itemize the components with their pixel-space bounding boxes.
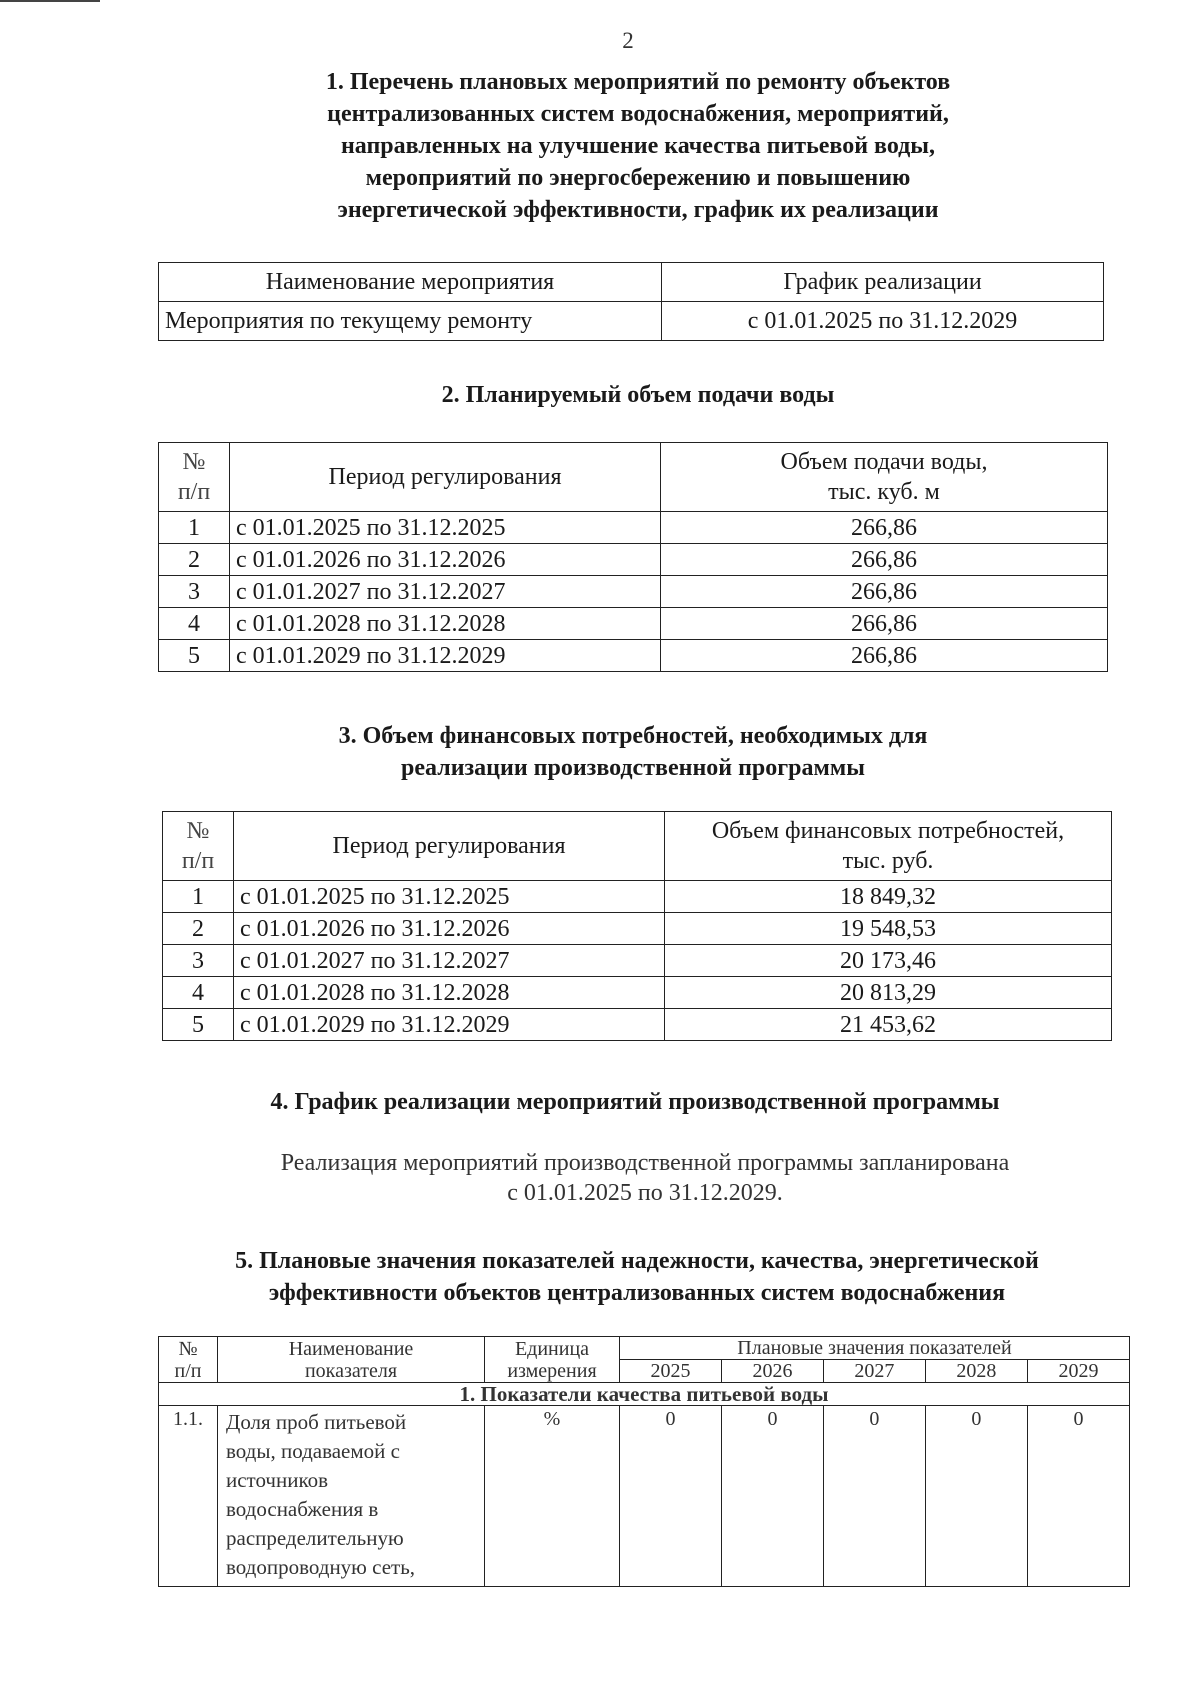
header-line: п/п (177, 479, 211, 505)
unit-cell: % (485, 1406, 620, 1587)
table-header-row (159, 443, 1108, 512)
section-1-title-line: централизованных систем водоснабжения, мероприятий, (327, 101, 949, 127)
column-header-indicator-name (218, 1337, 485, 1383)
volume-cell: 266,86 (661, 576, 1108, 608)
row-number-cell: 3 (159, 576, 230, 608)
table-row (163, 977, 1112, 1009)
section-3-title-line: реализации производственной программы (401, 755, 865, 781)
row-number-cell: 1 (159, 512, 230, 544)
indicator-name-line: Доля проб питьевой (226, 1410, 407, 1434)
header-line: Объем финансовых потребностей, (711, 818, 1065, 844)
indicator-name-cell (218, 1406, 485, 1587)
page-number: 2 (622, 28, 634, 53)
period-cell: с 01.01.2028 по 31.12.2028 (234, 977, 665, 1009)
column-header-number (163, 812, 234, 881)
year-header: 2026 (721, 1360, 823, 1383)
row-number-cell: 4 (159, 608, 230, 640)
table-row (159, 640, 1108, 672)
period-cell: с 01.01.2026 по 31.12.2026 (234, 913, 665, 945)
volume-cell: 266,86 (661, 544, 1108, 576)
row-number-cell: 2 (163, 913, 234, 945)
table-header-row (159, 1337, 1130, 1360)
financial-needs-table (162, 811, 1112, 1041)
row-number-cell: 1 (163, 881, 234, 913)
indicator-name-line: распределительную (226, 1526, 404, 1550)
indicator-name-line: источников (226, 1468, 329, 1492)
column-header-period: Период регулирования (230, 443, 661, 512)
indicators-table (158, 1336, 1130, 1587)
column-header-period: Период регулирования (234, 812, 665, 881)
period-cell: с 01.01.2027 по 31.12.2027 (234, 945, 665, 977)
table-row (159, 544, 1108, 576)
scan-edge-line (0, 0, 100, 2)
table-header-row (163, 812, 1112, 881)
period-cell: с 01.01.2029 по 31.12.2029 (234, 1009, 665, 1041)
amount-cell: 18 849,32 (665, 881, 1112, 913)
section-3-title (0, 720, 1200, 784)
period-cell: с 01.01.2026 по 31.12.2026 (230, 544, 661, 576)
amount-cell: 20 173,46 (665, 945, 1112, 977)
group-title-water-quality: 1. Показатели качества питьевой воды (159, 1383, 1130, 1406)
activities-table (158, 262, 1104, 341)
row-number-cell: 3 (163, 945, 234, 977)
column-header-planned-values: Плановые значения показателей (620, 1337, 1130, 1360)
year-header: 2028 (925, 1360, 1027, 1383)
table-row (163, 913, 1112, 945)
period-cell: с 01.01.2025 по 31.12.2025 (234, 881, 665, 913)
table-row (159, 1406, 1130, 1587)
section-4-text (0, 1148, 1200, 1208)
header-line: № (186, 818, 210, 844)
table-row (163, 1009, 1112, 1041)
section-1-title-line: 1. Перечень плановых мероприятий по ремонту объектов (325, 69, 951, 95)
section-5-title (0, 1245, 1200, 1309)
section-4-title: 4. График реализации мероприятий производственной программы (270, 1089, 1000, 1115)
column-header-schedule: График реализации (662, 263, 1104, 302)
table-row (163, 945, 1112, 977)
section-1-title-line: направленных на улучшение качества питьевой воды, (340, 133, 936, 159)
year-header: 2027 (823, 1360, 925, 1383)
header-line: № (182, 449, 206, 475)
section-4-text-line: с 01.01.2025 по 31.12.2029. (507, 1180, 783, 1206)
table-row (159, 608, 1108, 640)
value-cell: 0 (823, 1406, 925, 1587)
volume-cell: 266,86 (661, 608, 1108, 640)
column-header-activity: Наименование мероприятия (159, 263, 662, 302)
header-line: Наименование (288, 1337, 414, 1360)
section-1-title-line: энергетической эффективности, график их реализации (337, 197, 939, 223)
activity-name-cell: Мероприятия по текущему ремонту (159, 302, 662, 341)
header-line: п/п (181, 848, 215, 874)
value-cell: 0 (620, 1406, 722, 1587)
amount-cell: 19 548,53 (665, 913, 1112, 945)
section-5-title-line: эффективности объектов централизованных систем водоснабжения (268, 1280, 1006, 1306)
value-cell: 0 (925, 1406, 1027, 1587)
amount-cell: 21 453,62 (665, 1009, 1112, 1041)
period-cell: с 01.01.2028 по 31.12.2028 (230, 608, 661, 640)
volume-cell: 266,86 (661, 640, 1108, 672)
table-header-row (159, 263, 1104, 302)
amount-cell: 20 813,29 (665, 977, 1112, 1009)
section-2-title: 2. Планируемый объем подачи воды (441, 382, 835, 408)
indicator-name-line: водоснабжения в (226, 1497, 379, 1521)
header-line: Объем подачи воды, (780, 449, 988, 475)
period-cell: с 01.01.2029 по 31.12.2029 (230, 640, 661, 672)
column-header-number (159, 1337, 218, 1383)
year-header: 2029 (1027, 1360, 1129, 1383)
period-cell: с 01.01.2027 по 31.12.2027 (230, 576, 661, 608)
table-group-row (159, 1383, 1130, 1406)
column-header-volume (661, 443, 1108, 512)
header-line: показателя (304, 1359, 398, 1382)
header-line: № (178, 1337, 198, 1360)
section-1-title (0, 66, 1200, 226)
table-row (159, 576, 1108, 608)
period-cell: с 01.01.2025 по 31.12.2025 (230, 512, 661, 544)
schedule-cell: с 01.01.2025 по 31.12.2029 (662, 302, 1104, 341)
header-line: тыс. руб. (842, 848, 934, 874)
indicator-name-line: водопроводную сеть, (226, 1555, 416, 1579)
row-number-cell: 2 (159, 544, 230, 576)
indicator-name-line: воды, подаваемой с (226, 1439, 400, 1463)
header-line: п/п (174, 1359, 202, 1382)
section-4-text-line: Реализация мероприятий производственной программы запланирована (280, 1150, 1010, 1176)
year-header: 2025 (620, 1360, 722, 1383)
header-line: тыс. куб. м (828, 479, 940, 505)
section-1-title-line: мероприятий по энергосбережению и повышению (365, 165, 911, 191)
column-header-financial-needs (665, 812, 1112, 881)
value-cell: 0 (1027, 1406, 1129, 1587)
row-number-cell: 1.1. (159, 1406, 218, 1587)
row-number-cell: 5 (163, 1009, 234, 1041)
table-row (163, 881, 1112, 913)
table-row (159, 512, 1108, 544)
section-3-title-line: 3. Объем финансовых потребностей, необходимых для (338, 723, 928, 749)
volume-cell: 266,86 (661, 512, 1108, 544)
value-cell: 0 (721, 1406, 823, 1587)
column-header-unit (485, 1337, 620, 1383)
column-header-number (159, 443, 230, 512)
section-5-title-line: 5. Плановые значения показателей надежности, качества, энергетической (235, 1248, 1039, 1274)
water-supply-table (158, 442, 1108, 672)
header-line: измерения (507, 1359, 597, 1382)
table-row (159, 302, 1104, 341)
row-number-cell: 4 (163, 977, 234, 1009)
row-number-cell: 5 (159, 640, 230, 672)
header-line: Единица (514, 1337, 590, 1360)
